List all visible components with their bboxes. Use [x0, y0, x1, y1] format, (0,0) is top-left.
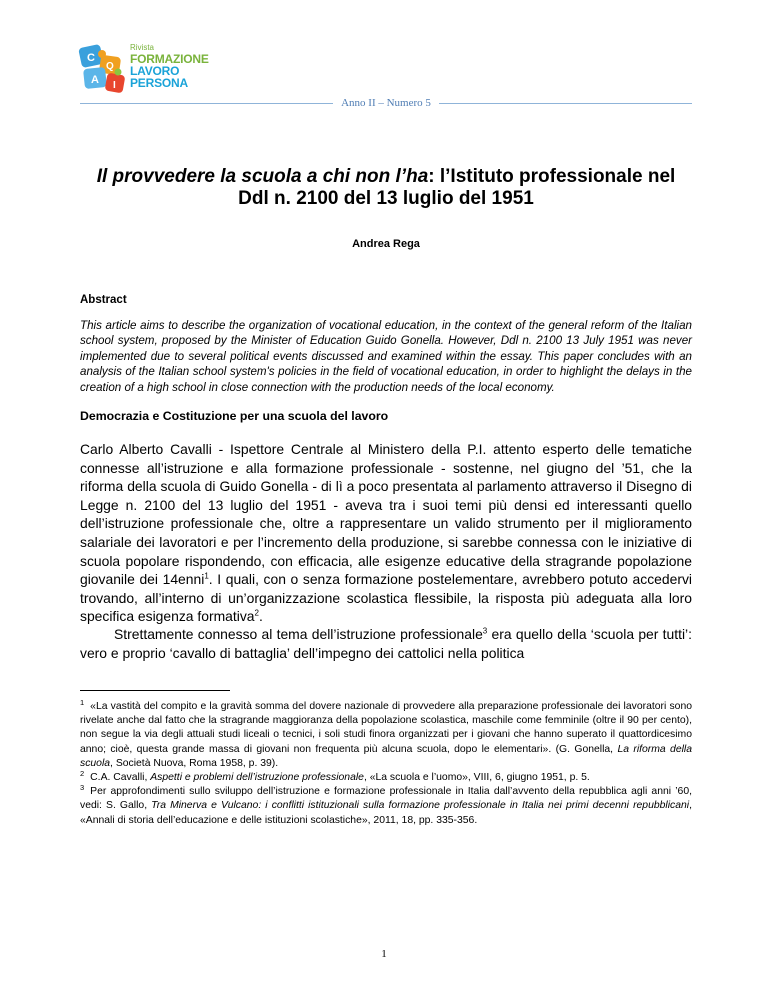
page-number: 1	[381, 948, 387, 960]
title-italic: Il provvedere la scuola a chi non l’ha	[96, 166, 429, 187]
footnote-3	[80, 782, 692, 828]
puzzle-letter: I	[113, 80, 116, 91]
footnote-text: «La vastità del compito e la gravità somma del dovere nazionale di provvedere alla preparazione professionale dei lavoratori sono rivelate anche dal fatto che la stragrande maggioranza della popolazione scolastica, maschile come femminile (oltre il 90 per cento), non segue la via degli attuali studi liceali o tecnici, i soli studi finora organizzati per i giovani che hanno superato il quattordicesimo anno; cioè, questa grande massa di giovani non frequenta più alcuna scuola, dopo le elementari». (G. Gonella,	[80, 701, 692, 755]
footnote-text: Per approfondimenti sullo sviluppo dell’istruzione e formazione professionale in Italia dall’avvento della repubblica agli anni ’60, vedi: S. Gallo,	[80, 786, 692, 812]
footnote-italic: Tra Minerva e Vulcano: i conflitti istituzionali sulla formazione professionale in Italia nei primi decenni repubblicani	[151, 800, 690, 812]
body-paragraph-1	[80, 440, 692, 626]
footnote-ref-3[interactable]: 3	[482, 626, 488, 636]
running-header	[80, 96, 692, 110]
paragraph-text: era quello della ‘scuola per tutti’: vero e proprio ‘cavallo di battaglia’ dell’impegno dei cattolici nella politica	[80, 626, 692, 661]
footnote-1	[80, 697, 692, 771]
paragraph-text: .	[258, 608, 263, 625]
puzzle-letter: C	[87, 52, 95, 64]
paragraph-text: Carlo Alberto Cavalli - Ispettore Centrale al Ministero della P.I. attento esperto delle tematiche connesse all’istruzione e alla formazione professionale - sostenne, nel giugno del ’51, che la riforma della scuola di Guido Gonella - di lì a poco presentata al parlamento attraverso il Disegno di Legge n. 2100 del 13 luglio del 1951 - aveva tra i suoi temi più densi ed interessanti quello dell’istruzione professionale che, oltre a rappresentare un valido strumento per il miglioramento salariale dei lavoratori e per l’incremento della produzione, si sarebbe connessa con le iniziative di scuola popolare rispondendo, con efficacia, alle esigenze educative della stragrande popolazione giovanile dei 14enni	[80, 441, 692, 588]
logo-rivista: Rivista	[130, 43, 155, 52]
section-heading: Democrazia e Costituzione per una scuola del lavoro	[80, 409, 389, 423]
header-rule-right	[439, 103, 692, 104]
footnote-number: 1	[80, 697, 85, 707]
footnote-text: , «La scuola e l’uomo», VIII, 6, giugno 1951, p. 5.	[363, 772, 590, 784]
logo-word-persona: PERSONA	[130, 76, 188, 90]
footnotes	[80, 697, 692, 828]
abstract-heading: Abstract	[80, 294, 127, 306]
footnote-number: 3	[80, 782, 85, 792]
footnote-separator	[80, 690, 230, 691]
footnote-ref-2[interactable]: 2	[254, 608, 259, 618]
footnote-ref-1[interactable]: 1	[204, 571, 209, 581]
abstract-text: This article aims to describe the organization of vocational education, in the context of the general reform of the Italian school system, proposed by the Minister of Education Guido Gonella. However, Ddl n. 2100 13 July 1951 was never implemented due to several political events discussed and examined within the essay. This paper concludes with an analysis of the Italian school system's policies in the field of vocational education, in order to highlight the delays in the creation of a high school in close connection with the production needs of the local economy.	[80, 319, 692, 394]
puzzle-letter: Q	[106, 61, 114, 72]
title-rest: : l’Istituto professionale nel Ddl n. 2100 del 13 luglio del 1951	[238, 166, 676, 209]
author-name: Andrea Rega	[352, 238, 420, 250]
logo-wordmark	[130, 44, 210, 89]
body-paragraph-2	[80, 625, 692, 662]
issue-label: Anno II – Numero 5	[341, 97, 431, 109]
paragraph-text: . I quali, con o senza formazione postelementare, avrebbero potuto accedervi trovando, all’interno di un’organizzazione scolastica flessibile, la risposta più adeguata alla loro specifica esigenza formativa	[80, 571, 692, 625]
footnote-text: C.A. Cavalli,	[90, 772, 151, 784]
footnote-2	[80, 768, 692, 785]
header-rule-left	[80, 103, 333, 104]
footnote-text: , Società Nuova, Roma 1958, p. 39).	[110, 757, 279, 769]
footnote-italic: Aspetti e problemi dell’istruzione professionale	[150, 772, 364, 784]
footnote-number: 2	[80, 768, 85, 778]
article-title	[80, 166, 692, 210]
logo-word-formazione: FORMAZIONE	[130, 52, 209, 66]
logo-word-lavoro: LAVORO	[130, 64, 180, 78]
footnote-italic: La riforma della scuola	[80, 743, 692, 769]
paragraph-text: Strettamente connesso al tema dell’istruzione professionale	[114, 626, 483, 642]
footnote-text: , «Annali di storia dell’educazione e delle istituzioni scolastiche», 2011, 18, pp. 335-356.	[80, 800, 692, 826]
puzzle-letter: A	[91, 74, 99, 86]
